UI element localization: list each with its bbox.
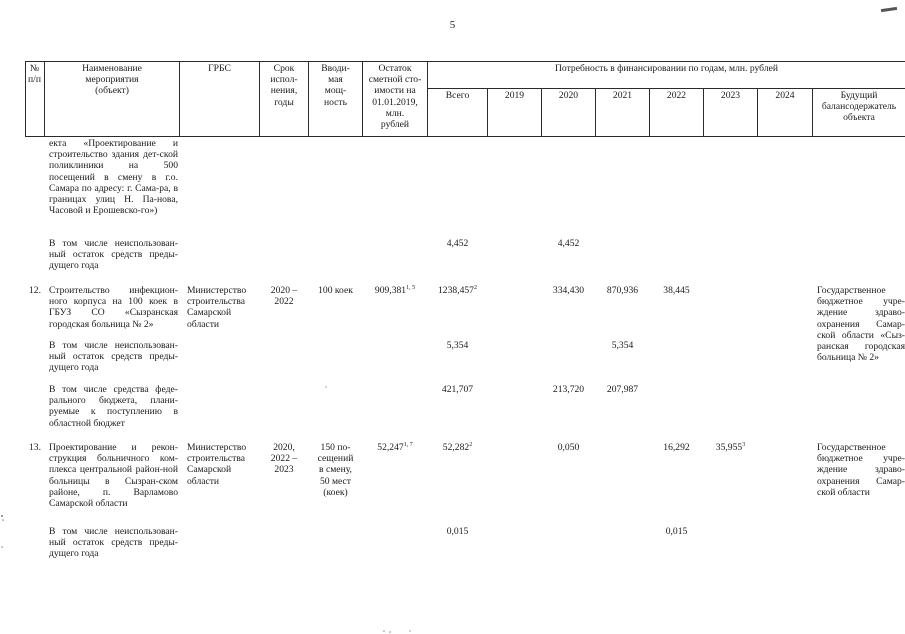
row-name: Проектирование и рекон-струкция больничного ком-плекса центральной район-ной больницы в Сызран-ском районе, п. Варламово Самарской области [49, 442, 178, 510]
speck [2, 519, 4, 521]
value-total: 4,452 [446, 238, 469, 249]
row-capacity: 100 коек [318, 285, 353, 296]
row-holder: Государственное бюджетное учре-ждение здраво-охранения Самар-ской области [817, 442, 905, 498]
row-capacity: 150 по- сещений в смену, 50 мест (коек) [317, 442, 354, 498]
value-2021: 870,936 [606, 285, 639, 296]
header-year-2019: 2019 [504, 90, 525, 101]
value-2021: 207,987 [606, 384, 639, 395]
value-2022: 0,015 [665, 526, 688, 537]
row-name: Строительство инфекцион-ного корпуса на 100 коек в ГБУЗ СО «Сызранская городская больница № 2» [49, 285, 178, 330]
value-2020: 0,050 [557, 442, 580, 453]
header-num: № п/п [28, 63, 41, 86]
speck [383, 630, 385, 632]
row-number: 12. [29, 285, 41, 296]
header-total: Всего [445, 90, 470, 101]
row-number: 13. [29, 442, 41, 453]
continuation-text: екта «Проектирование и строительство здания дет-ской поликлиники на 500 посещений в смену в г.о. Самара по адресу: г. Сама-ра, в границах улиц Н. Па-нова, Часовой и Ерошевско-го») [49, 138, 178, 217]
value-total: 0,015 [446, 526, 469, 537]
footnote-ref: 3 [742, 442, 746, 448]
row-holder: Государственное бюджетное учре-ждение здраво-охранения Самар-ской области «Сыз-ранская городская больница № 2» [817, 285, 905, 364]
footnote-ref: 1, 7 [403, 442, 413, 448]
header-name: Наименование мероприятия (объект) [82, 63, 142, 97]
footnote-ref: 2 [473, 285, 477, 291]
value-2021: 5,354 [611, 340, 634, 351]
remainder-value: 909,381 [374, 285, 407, 296]
header-remainder: Остаток сметной сто- имости на 01.01.2019, млн. рублей [368, 63, 422, 131]
header-year-2024: 2024 [775, 90, 795, 101]
header-need-group: Потребность в финансировании по годам, млн. рублей [555, 63, 778, 74]
total-value: 52,282 [442, 442, 470, 453]
sub-label: В том числе средства феде-рального бюджета, плани-руемые к поступлению в областной бюджет [49, 384, 178, 429]
header-year-2021: 2021 [612, 90, 633, 101]
sub-label: В том числе неиспользован-ный остаток средств преды-дущего года [49, 526, 178, 560]
value-total: 5,354 [446, 340, 469, 351]
row-grbs: Министерство строительства Самарской области [187, 285, 247, 330]
speck [409, 630, 410, 631]
header-term: Срок испол- нения, годы [270, 63, 298, 108]
header-year-2020: 2020 [558, 90, 579, 101]
footnote-ref: 2 [469, 442, 473, 448]
value-2023-number: 35,955 [715, 442, 743, 453]
value-2020: 4,452 [557, 238, 580, 249]
value-total: 421,707 [441, 384, 474, 395]
page-number: 5 [449, 19, 456, 31]
speck [389, 631, 391, 633]
header-capacity: Вводи- мая мощ- ность [321, 63, 350, 108]
value-2020: 213,720 [552, 384, 585, 395]
header-year-2023: 2023 [720, 90, 741, 101]
speck [1, 546, 3, 548]
header-grbs: ГРБС [208, 63, 231, 74]
sub-label: В том числе неиспользован-ный остаток средств преды-дущего года [49, 238, 178, 272]
total-value: 1238,457 [438, 285, 474, 296]
header-holder: Будущий балансодержатель объекта [821, 90, 897, 124]
row-grbs: Министерство строительства Самарской области [187, 442, 247, 487]
sub-label: В том числе неиспользован-ный остаток средств преды-дущего года [49, 340, 178, 374]
speck [325, 386, 326, 387]
speck [1, 515, 3, 517]
footnote-ref: 1, 5 [406, 285, 416, 291]
value-2022: 16,292 [663, 442, 690, 453]
value-2020: 334,430 [552, 285, 585, 296]
value-2022: 38,445 [663, 285, 690, 296]
row-term: 2020 – 2022 [270, 285, 298, 308]
header-year-2022: 2022 [666, 90, 687, 101]
row-term: 2020, 2022 – 2023 [270, 442, 298, 476]
remainder-value: 52,247 [377, 442, 404, 453]
